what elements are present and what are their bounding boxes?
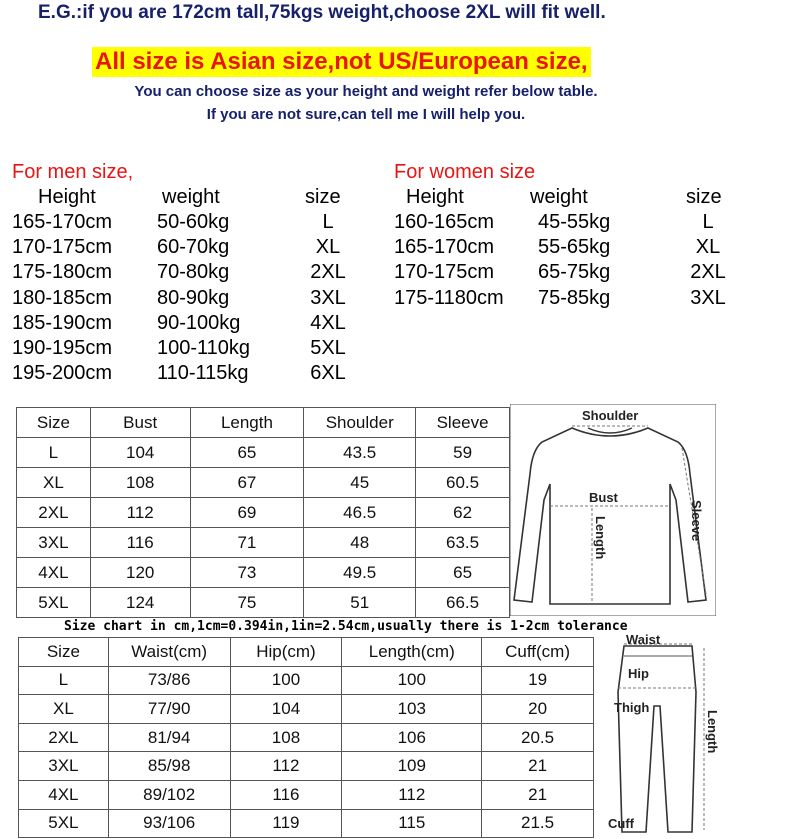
men-row-weight: 100-110kg (157, 337, 251, 359)
table-cell: 93/106 (108, 809, 230, 838)
men-row-height: 185-190cm (12, 311, 113, 334)
men-row-size: 6XL (310, 362, 346, 385)
women-row-size: L (702, 211, 714, 233)
table-cell: 4XL (17, 558, 91, 588)
table-header-cell: Bust (90, 408, 190, 438)
table-cell: 69 (190, 498, 304, 528)
help-hint: If you are not sure,can tell me I will help you. (206, 106, 526, 123)
cuff-label: Cuff (608, 816, 634, 831)
table-header-cell: Size (19, 638, 109, 667)
table-cell: 112 (342, 780, 482, 809)
women-row-size: 2XL (690, 261, 726, 284)
choose-size-hint: You can choose size as your height and weight refer below table. (134, 83, 598, 100)
table-cell: 20 (482, 695, 594, 724)
table-cell: 67 (190, 468, 304, 498)
table-cell: 65 (416, 558, 510, 588)
table-cell: 19 (482, 666, 594, 695)
men-row-size: 4XL (310, 311, 346, 334)
women-size-header: size (686, 186, 722, 208)
table-cell: 48 (304, 528, 416, 558)
women-row-height: 165-170cm (394, 236, 495, 259)
men-row-height: 175-180cm (12, 261, 113, 284)
table-row (19, 723, 594, 752)
women-row-size: 3XL (690, 286, 726, 309)
table-cell: 5XL (19, 809, 109, 838)
table-cell: 2XL (17, 498, 91, 528)
men-weight-header: weight (162, 186, 220, 208)
table-cell: 104 (230, 695, 342, 724)
table-cell: 81/94 (108, 723, 230, 752)
table-cell: 60.5 (416, 468, 510, 498)
men-size-title: For men size, (12, 161, 134, 183)
table-cell: 66.5 (416, 588, 510, 618)
table-header-cell: Shoulder (304, 408, 416, 438)
table-cell: 46.5 (304, 498, 416, 528)
table-cell: 4XL (19, 780, 109, 809)
table-row (17, 528, 510, 558)
table-cell: 116 (230, 780, 342, 809)
table-header-cell: Size (17, 408, 91, 438)
table-cell: 59 (416, 438, 510, 468)
pants-size-table (18, 637, 594, 838)
table-header-cell: Hip(cm) (230, 638, 342, 667)
table-cell: 71 (190, 528, 304, 558)
table-cell: 100 (342, 666, 482, 695)
table-row (19, 752, 594, 781)
table-cell: 77/90 (108, 695, 230, 724)
women-height-header: Height (406, 186, 464, 208)
table-cell: 51 (304, 588, 416, 618)
men-row-height: 170-175cm (12, 236, 113, 259)
table-cell: 108 (230, 723, 342, 752)
table-cell: 49.5 (304, 558, 416, 588)
men-row-size: 2XL (310, 261, 346, 284)
table-row (17, 468, 510, 498)
table-row (17, 588, 510, 618)
table-cell: 120 (90, 558, 190, 588)
table-cell: 115 (342, 809, 482, 838)
women-row-weight: 55-65kg (538, 236, 611, 259)
pants-length-label: Length (705, 710, 720, 754)
table-cell: 124 (90, 588, 190, 618)
men-row-height: 195-200cm (12, 362, 113, 385)
table-row (19, 809, 594, 838)
table-row (17, 498, 510, 528)
size-chart-note: Size chart in cm,1cm=0.394in,1in=2.54cm,usually there is 1-2cm tolerance (64, 619, 628, 634)
table-cell: L (17, 438, 91, 468)
shoulder-label: Shoulder (582, 408, 639, 423)
men-height-header: Height (38, 186, 96, 208)
table-cell: 112 (230, 752, 342, 781)
men-row-weight: 50-60kg (157, 211, 230, 233)
table-cell: 89/102 (108, 780, 230, 809)
women-weight-header: weight (530, 186, 588, 208)
table-cell: 85/98 (108, 752, 230, 781)
table-cell: 73 (190, 558, 304, 588)
table-row (17, 558, 510, 588)
table-cell: L (19, 666, 109, 695)
women-row-weight: 65-75kg (538, 261, 611, 284)
men-row-size: XL (315, 236, 341, 259)
table-row (17, 438, 510, 468)
men-row-height: 165-170cm (12, 211, 113, 233)
table-cell: 106 (342, 723, 482, 752)
table-header-cell: Waist(cm) (108, 638, 230, 667)
table-cell: 43.5 (304, 438, 416, 468)
table-row (19, 780, 594, 809)
women-row-weight: 75-85kg (538, 286, 611, 309)
men-row-weight: 70-80kg (157, 261, 230, 284)
men-size-header: size (305, 186, 341, 208)
men-row-weight: 80-90kg (157, 286, 230, 309)
table-cell: 100 (230, 666, 342, 695)
men-row-weight: 60-70kg (157, 236, 230, 259)
length-label: Length (593, 516, 608, 560)
pants_table-header-row (19, 638, 594, 667)
table-cell: 119 (230, 809, 342, 838)
table-cell: 112 (90, 498, 190, 528)
table-cell: 73/86 (108, 666, 230, 695)
table-cell: 3XL (17, 528, 91, 558)
table-cell: 116 (90, 528, 190, 558)
table-cell: XL (19, 695, 109, 724)
table-header-cell: Sleeve (416, 408, 510, 438)
table-cell: 109 (342, 752, 482, 781)
table-cell: 108 (90, 468, 190, 498)
table-cell: XL (17, 468, 91, 498)
table-cell: 21.5 (482, 809, 594, 838)
table-row (19, 695, 594, 724)
men-row-size: L (322, 211, 334, 233)
table-cell: 5XL (17, 588, 91, 618)
table-cell: 2XL (19, 723, 109, 752)
men-row-weight: 110-115kg (157, 362, 249, 385)
asian-size-warning: All size is Asian size,not US/European size, (92, 47, 591, 77)
waist-label: Waist (626, 632, 661, 647)
example-text: E.G.:if you are 172cm tall,75kgs weight,choose 2XL will fit well. (38, 2, 606, 23)
table-cell: 20.5 (482, 723, 594, 752)
women-row-height: 160-165cm (394, 211, 495, 233)
women-row-height: 170-175cm (394, 261, 495, 284)
table-cell: 21 (482, 752, 594, 781)
table-header-cell: Cuff(cm) (482, 638, 594, 667)
pants-diagram (606, 632, 726, 838)
table-cell: 62 (416, 498, 510, 528)
table-cell: 65 (190, 438, 304, 468)
men-row-height: 180-185cm (12, 286, 113, 309)
sleeve-label: Sleeve (689, 500, 704, 542)
table-cell: 3XL (19, 752, 109, 781)
table-header-cell: Length (190, 408, 304, 438)
men-row-height: 190-195cm (12, 337, 113, 359)
women-row-height: 175-1180cm (394, 286, 504, 309)
men-row-size: 5XL (310, 337, 346, 359)
table-row (19, 666, 594, 695)
table-cell: 75 (190, 588, 304, 618)
women-row-size: XL (695, 236, 721, 259)
table-cell: 45 (304, 468, 416, 498)
thigh-label: Thigh (614, 700, 650, 715)
table-cell: 63.5 (416, 528, 510, 558)
table-cell: 103 (342, 695, 482, 724)
shirt-size-table (16, 407, 510, 618)
shirt-diagram (510, 404, 716, 616)
table-header-cell: Length(cm) (342, 638, 482, 667)
table-cell: 104 (90, 438, 190, 468)
hip-label: Hip (628, 666, 649, 681)
top_table-header-row (17, 408, 510, 438)
men-row-weight: 90-100kg (157, 311, 241, 334)
women-size-title: For women size (394, 161, 536, 183)
men-row-size: 3XL (310, 286, 346, 309)
women-row-weight: 45-55kg (538, 211, 611, 233)
bust-label: Bust (589, 490, 618, 505)
table-cell: 21 (482, 780, 594, 809)
